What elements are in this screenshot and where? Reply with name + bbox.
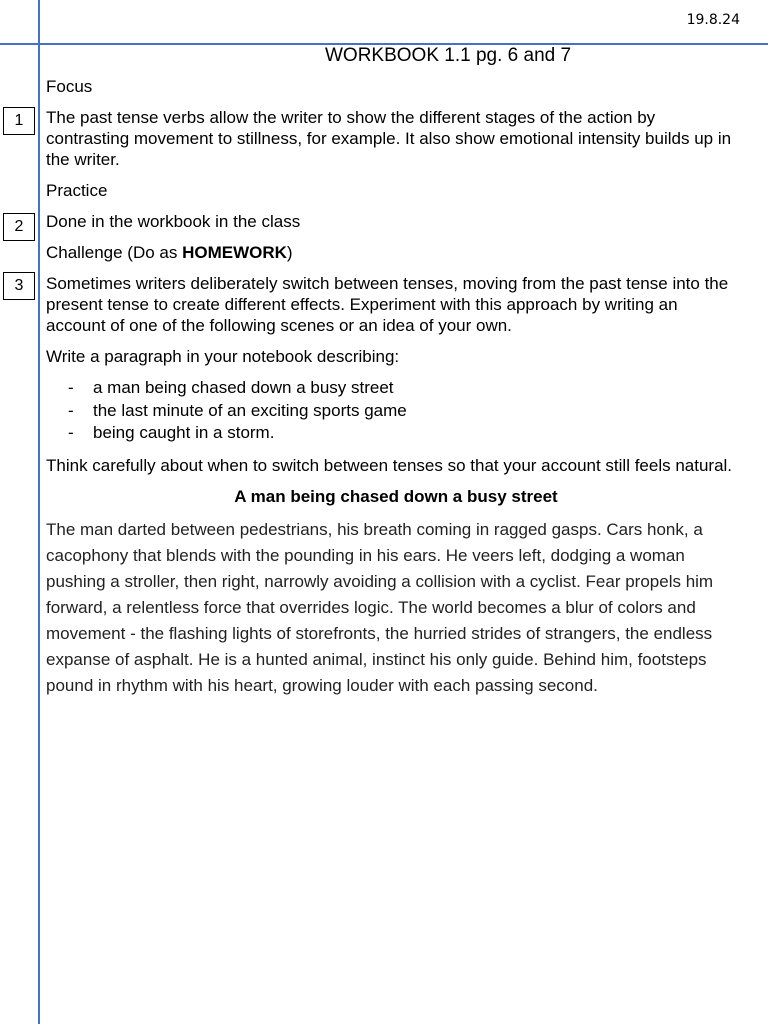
challenge-prefix: Challenge (Do as bbox=[46, 243, 183, 262]
challenge-heading bbox=[46, 242, 736, 263]
bullet-dash: - bbox=[68, 378, 74, 397]
challenge-suffix: ) bbox=[286, 243, 293, 262]
document-body bbox=[46, 76, 736, 709]
practice-text: Done in the workbook in the class bbox=[46, 212, 301, 231]
scene-list bbox=[46, 377, 736, 445]
list-item-text: a man being chased down a busy street bbox=[93, 378, 394, 397]
page-title: WORKBOOK 1.1 pg. 6 and 7 bbox=[325, 45, 572, 66]
date-label: 19.8.24 bbox=[686, 12, 740, 28]
answer-paragraph: The man darted between pedestrians, his breath coming in ragged gasps. Cars honk, a cacophony that blends with the pounding in his ears. He veers left, dodging a woman pushing a stroller, then right, narrowly avoiding a collision with a cyclist. Fear propels him forward, a relentless force that overrides logic. The world becomes a blur of colors and movement - the flashing lights of storefronts, the hurried strides of strangers, the endless expanse of asphalt. He is a hunted animal, instinct his only guide. Behind him, footsteps pound in rhythm with his heart, growing louder with each passing second. bbox=[46, 519, 714, 695]
closing-text: Think carefully about when to switch between tenses so that your account still feels natural. bbox=[46, 455, 733, 475]
focus-heading: Focus bbox=[46, 77, 93, 96]
margin-number-box-1: 1 bbox=[3, 107, 35, 135]
list-item bbox=[46, 400, 736, 423]
answer-heading: A man being chased down a busy street bbox=[234, 486, 558, 506]
instruction-text: Write a paragraph in your notebook describing: bbox=[46, 347, 400, 366]
focus-text: The past tense verbs allow the writer to show the different stages of the action by contrasting movement to stillness, for example. It also show emotional intensity builds up in the writer. bbox=[46, 108, 732, 169]
margin-rule-line bbox=[38, 0, 40, 1024]
challenge-text: Sometimes writers deliberately switch between tenses, moving from the past tense into the present tense to create different effects. Experiment with this approach by writing an account of one of the following scenes or an idea of your own. bbox=[46, 274, 729, 335]
list-item-text: the last minute of an exciting sports game bbox=[93, 400, 407, 420]
homework-label: HOMEWORK bbox=[182, 243, 287, 262]
list-item bbox=[46, 422, 736, 445]
list-item bbox=[46, 377, 736, 400]
margin-number-box-2: 2 bbox=[3, 213, 35, 241]
margin-number-box-3: 3 bbox=[3, 272, 35, 300]
bullet-dash: - bbox=[68, 423, 74, 442]
practice-heading: Practice bbox=[46, 181, 108, 200]
list-item-text: being caught in a storm. bbox=[93, 423, 275, 442]
bullet-dash: - bbox=[68, 400, 74, 420]
